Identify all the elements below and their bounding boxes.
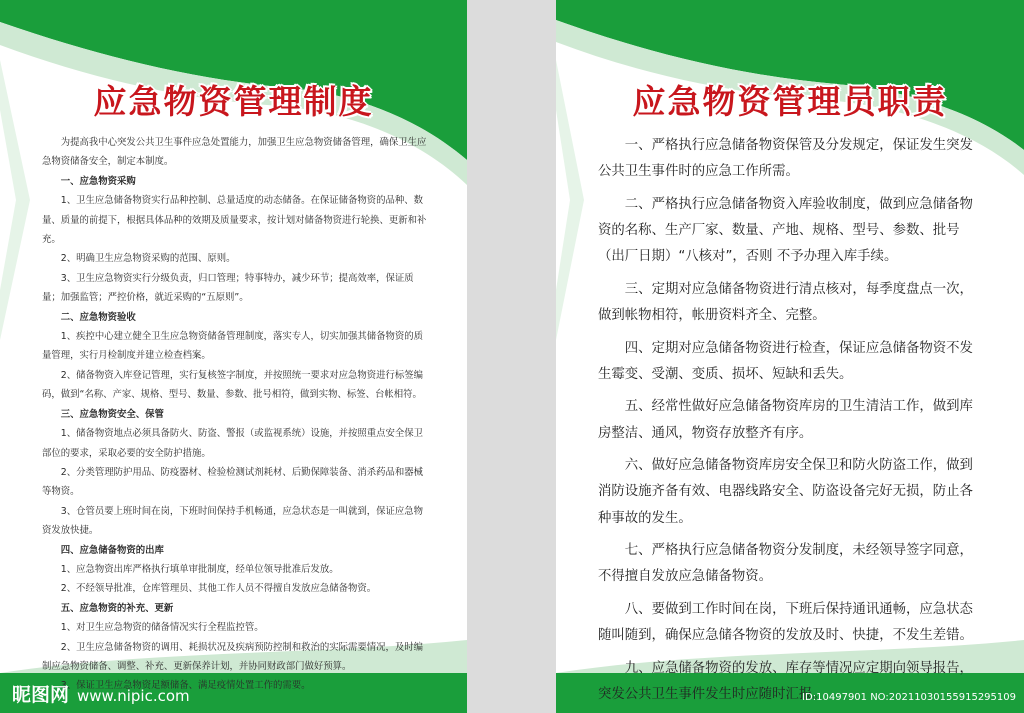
duty-item: 二、严格执行应急储备物资入库验收制度，做到应急储备物资的名称、生产厂家、数量、产地、规格、型号、参数、批号（出厂日期）“八核对”，否则 不予办理入库手续。: [598, 196, 973, 265]
duty-item: 八、要做到工作时间在岗，下班后保持通讯通畅，应急状态随叫随到，确保应急储各物资的发放及时、快捷，不发生差错。: [598, 601, 973, 644]
paragraph: 3、卫生应急物资实行分级负责，归口管理；特事特办，减少环节；提高效率，保证质量；加强监管；严控价格，就近采购的“五原则”。: [42, 272, 414, 304]
right-panel: [556, 0, 1024, 713]
paragraph: 3、仓管员要上班时间在岗，下班时间保持手机畅通，应急状态是一叫就到，保证应急物资发放快捷。: [42, 505, 424, 537]
paragraph: 为提高我中心突发公共卫生事件应急处置能力，加强卫生应急物资储备管理，确保卫生应急物资储备安全，制定本制度。: [42, 137, 427, 168]
paragraph: 1、卫生应急储备物资实行品种控制、总量适度的动态储备。在保证储备物资的品种、数量、质量的前提下，根据具体品种的效期及质量要求，按计划对储备物资进行轮换、更新和补充。: [42, 195, 427, 246]
page-title: 应急物资管理制度: [93, 82, 374, 121]
duty-item: 三、定期对应急储备物资进行清点核对，每季度盘点一次，做到帐物相符，帐册资料齐全、完整。: [598, 281, 973, 323]
watermark: [12, 680, 190, 707]
watermark-logo-text: 昵图网: [12, 684, 70, 706]
section-heading: 五、应急物资的补充、更新: [60, 602, 174, 614]
paragraph: 2、明确卫生应急物资采购的范围、原则。: [60, 253, 236, 265]
image-id-label: ID:10497901 NO:20211030155915295109: [802, 692, 1016, 703]
duty-item: 六、做好应急储备物资库房安全保卫和防火防盗工作，做到消防设施齐备有效、电器线路安全、防盗设备完好无损，防止各种事故的发生。: [598, 458, 973, 526]
paragraph: 3、保证卫生应急物资足额储备、满足疫情处置工作的需要。: [60, 680, 311, 692]
left-panel: [0, 0, 467, 713]
duties-body: [598, 133, 983, 713]
paragraph: 1、应急物资出库严格执行填单审批制度，经单位领导批准后发放。: [60, 563, 339, 575]
duty-item: 九、应急储备物资的发放、库存等情况应定期向领导报告，突发公共卫生事件发生时应随时汇报。: [598, 660, 973, 702]
paragraph: 2、卫生应急储备物资的调用、耗损状况及疾病预防控制和救治的实际需要情况，及时编制应急物资储备、调整、补充、更新保养计划，并协同财政部门做好预算。: [42, 641, 424, 672]
section-heading: 四、应急储备物资的出库: [60, 544, 164, 556]
paragraph: 2、分类管理防护用品、防疫器材、检验检测试剂耗材、后勤保障装备、消杀药品和器械等物资。: [42, 466, 424, 498]
duty-item: 四、定期对应急储备物资进行检查，保证应急储备物资不发生霉变、受潮、变质、损坏、短缺和丢失。: [598, 340, 973, 382]
paragraph: 1、疾控中心建立健全卫生应急物资储备管理制度，落实专人，切实加强其储备物资的质量管理，实行月检制度并建立检查档案。: [42, 331, 424, 362]
paragraph: 2、储备物资入库登记管理，实行复核签字制度，并按照统一要求对应急物资进行标签编码，做到“名称、产家、规格、型号、数量、参数、批号相符，做到实物、标签、台帐相符。: [42, 369, 424, 401]
paragraph: 2、不经领导批准，仓库管理员、其他工作人员不得擅自发放应急储备物资。: [60, 583, 377, 595]
duty-item: 五、经常性做好应急储备物资库房的卫生清洁工作，做到库房整洁、通风，物资存放整齐有序。: [598, 399, 973, 441]
section-heading: 二、应急物资验收: [60, 311, 136, 323]
paragraph: 1、储备物资地点必须具备防火、防盗、警报（或监视系统）设施，并按照重点安全保卫部位的要求，采取必要的安全防护措施。: [42, 428, 424, 459]
regulation-body: [42, 133, 428, 696]
section-heading: 一、应急物资采购: [60, 175, 136, 187]
duty-item: 一、严格执行应急储备物资保管及分发规定，保证发生突发公共卫生事件时的应急工作所需。: [598, 138, 973, 180]
section-heading: 三、应急物资安全、保管: [60, 408, 164, 420]
paragraph: 1、对卫生应急物资的储备情况实行全程监控管。: [60, 622, 264, 634]
duty-item: 七、严格执行应急储备物资分发制度，未经领导签字同意，不得擅自发放应急储备物资。: [598, 543, 973, 585]
watermark-url: www.nipic.com: [77, 687, 190, 705]
page-title: 应急物资管理员职责: [632, 82, 948, 121]
